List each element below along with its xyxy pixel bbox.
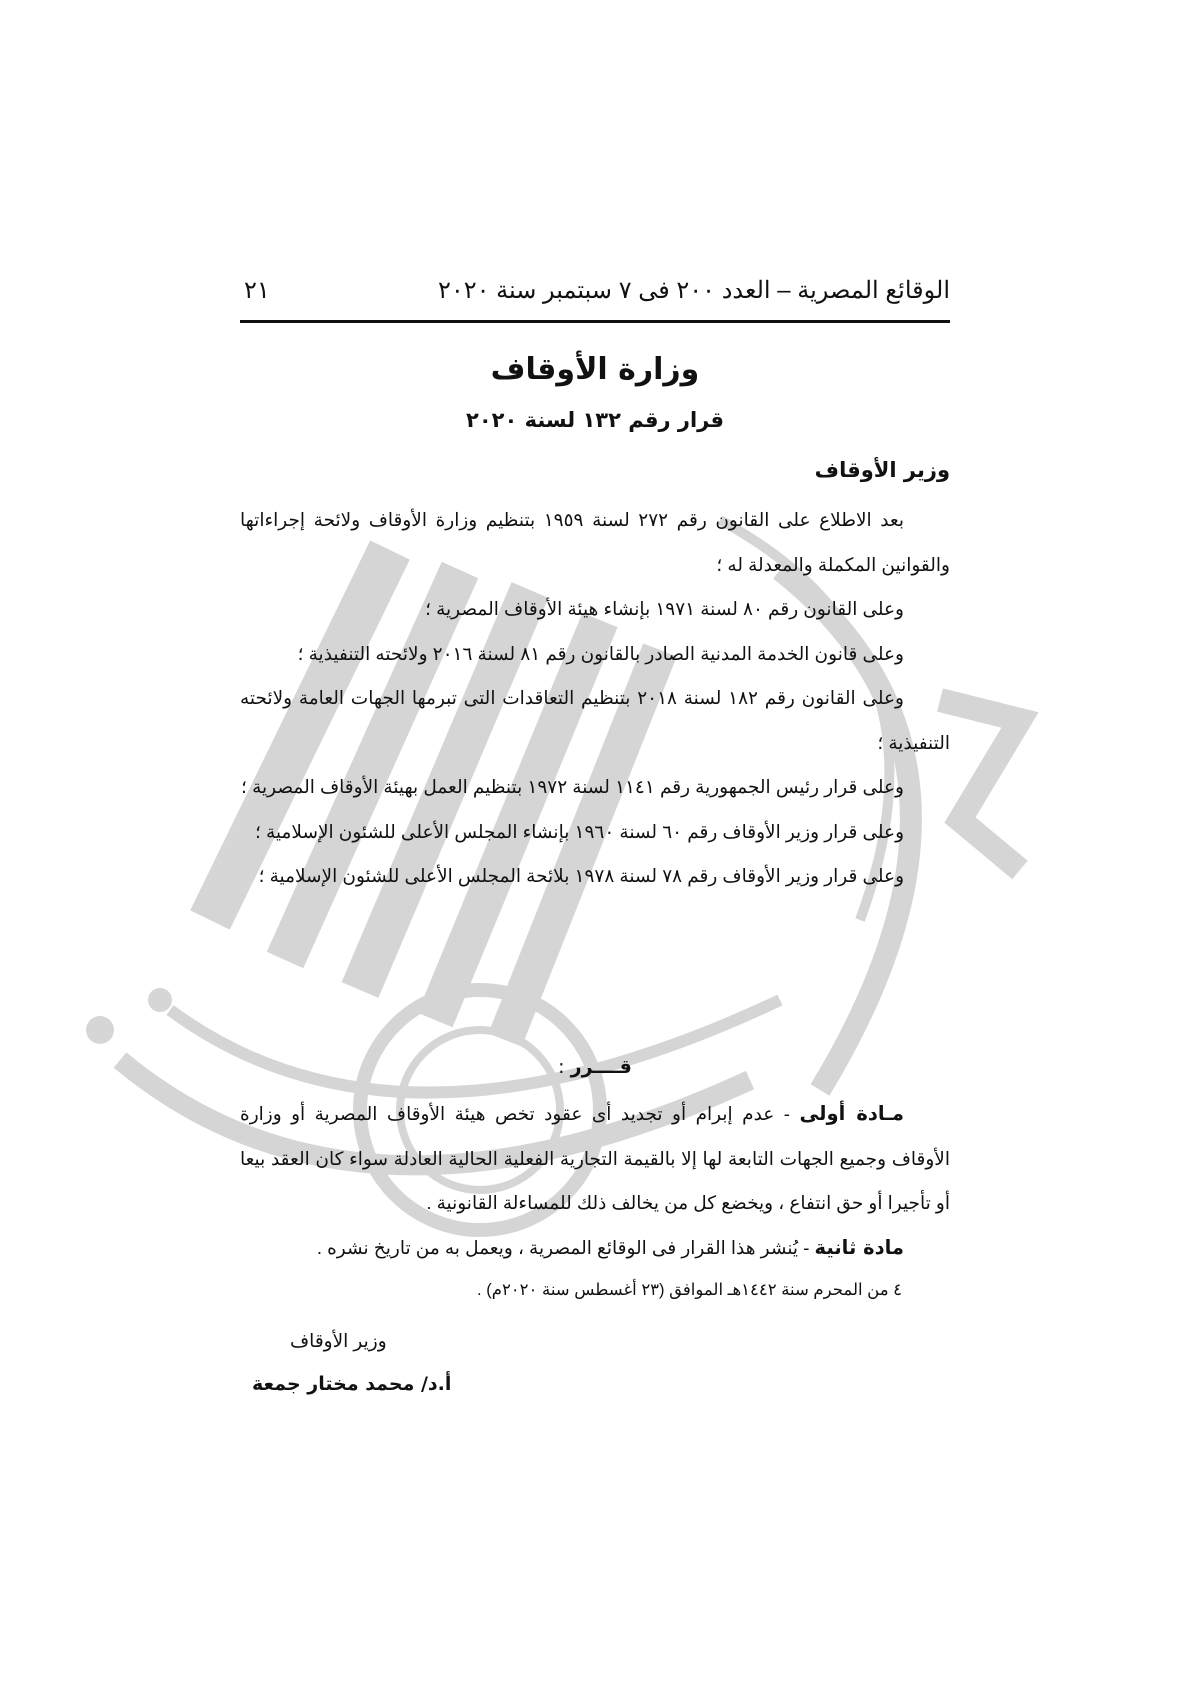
preamble-paragraph: وعلى القانون رقم ١٨٢ لسنة ٢٠١٨ بتنظيم التعاقدات التى تبرمها الجهات العامة ولائحته التنفيذية ؛ [240, 687, 950, 753]
article-label: مادة ثانية [814, 1235, 904, 1259]
ministry-heading: وزارة الأوقاف [490, 352, 700, 387]
resolved-heading [240, 1056, 950, 1078]
resolved-label: قــــرر [570, 1056, 632, 1078]
resolved-colon: : [558, 1056, 565, 1078]
preamble [240, 498, 950, 899]
issue-date: ٤ من المحرم سنة ١٤٤٢هـ الموافق (٢٣ أغسطس سنة ٢٠٢٠م) . [477, 1281, 902, 1299]
article-text: - عدم إبرام أو تجديد أى عقود تخص هيئة الأوقاف المصرية أو وزارة الأوقاف وجميع الجهات التابعة لها إلا بالقيمة التجارية الفعلية الحالية العادلة سواء كان العقد بيعا أو تأجيرا أو حق انتفاع ، ويخضع كل من يخالف ذلك للمساءلة القانونية . [240, 1103, 950, 1213]
article [240, 1092, 950, 1226]
preamble-paragraph: وعلى قرار رئيس الجمهورية رقم ١١٤١ لسنة ١٩٧٢ بتنظيم العمل بهيئة الأوقاف المصرية ؛ [241, 776, 904, 797]
preamble-paragraph: وعلى قانون الخدمة المدنية الصادر بالقانون رقم ٨١ لسنة ٢٠١٦ ولائحته التنفيذية ؛ [297, 642, 904, 664]
signatory-title: وزير الأوقاف [290, 1330, 387, 1351]
article-text: - يُنشر هذا القرار فى الوقائع المصرية ، ويعمل به من تاريخ نشره . [316, 1236, 810, 1258]
preamble-paragraph: وعلى القانون رقم ٨٠ لسنة ١٩٧١ بإنشاء هيئة الأوقاف المصرية ؛ [425, 598, 904, 619]
preamble-paragraph: وعلى قرار وزير الأوقاف رقم ٦٠ لسنة ١٩٦٠ بإنشاء المجلس الأعلى للشئون الإسلامية ؛ [254, 820, 904, 842]
page-number: ٢١ [244, 277, 270, 304]
articles [240, 1092, 950, 1270]
header-divider [240, 320, 950, 323]
signatory-name: أ.د/ محمد مختار جمعة [252, 1373, 452, 1395]
preamble-paragraph: وعلى قرار وزير الأوقاف رقم ٧٨ لسنة ١٩٧٨ بلائحة المجلس الأعلى للشئون الإسلامية ؛ [258, 865, 904, 886]
article [240, 1226, 950, 1271]
issuer-heading: وزير الأوقاف [814, 458, 950, 482]
gazette-issue-title: الوقائع المصرية – العدد ٢٠٠ فى ٧ سبتمبر سنة ٢٠٢٠ [437, 277, 950, 304]
preamble-paragraph: بعد الاطلاع على القانون رقم ٢٧٢ لسنة ١٩٥٩ بتنظيم وزارة الأوقاف ولائحة إجراءاتها والقوانين المكملة والمعدلة له ؛ [240, 509, 950, 575]
running-header [240, 270, 950, 310]
article-label: مـادة أولى [799, 1102, 904, 1125]
decree-title: قرار رقم ١٣٢ لسنة ٢٠٢٠ [466, 408, 724, 432]
